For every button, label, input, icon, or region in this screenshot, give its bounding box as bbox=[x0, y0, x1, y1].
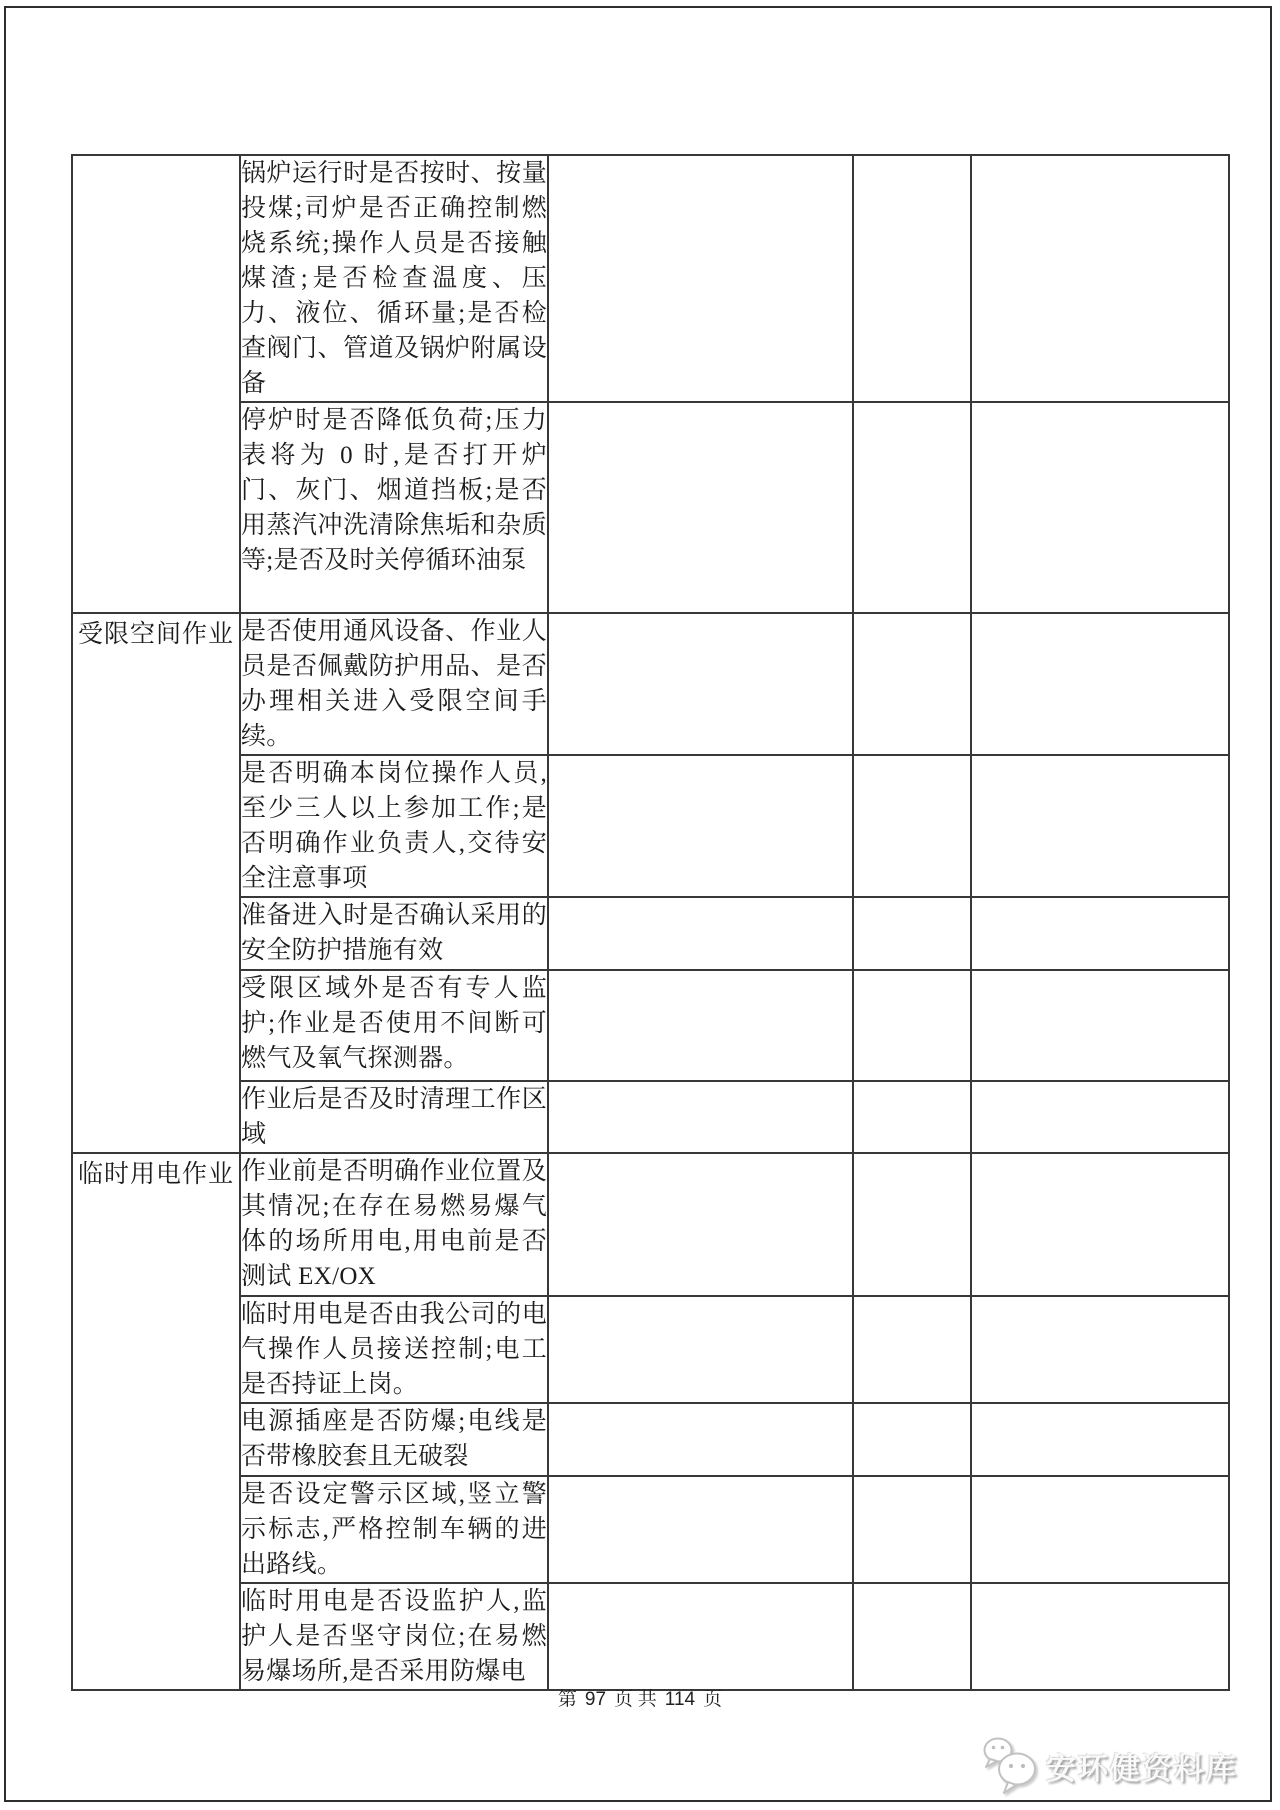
blank-cell bbox=[971, 1081, 1229, 1153]
table-row bbox=[72, 613, 1229, 755]
blank-cell bbox=[853, 897, 971, 970]
blank-cell bbox=[971, 1476, 1229, 1583]
table-row bbox=[72, 897, 1229, 970]
blank-cell bbox=[853, 155, 971, 402]
blank-cell bbox=[971, 1583, 1229, 1690]
item-cell: 电源插座是否防爆;电线是否带橡胶套且无破裂 bbox=[240, 1403, 548, 1476]
blank-cell bbox=[548, 755, 853, 897]
blank-cell bbox=[548, 402, 853, 613]
table-row bbox=[72, 1081, 1229, 1153]
blank-cell bbox=[548, 897, 853, 970]
item-cell: 准备进入时是否确认采用的安全防护措施有效 bbox=[240, 897, 548, 970]
table-row bbox=[72, 1296, 1229, 1403]
footer-label: 第 bbox=[557, 1689, 577, 1710]
blank-cell bbox=[853, 970, 971, 1081]
blank-cell bbox=[853, 613, 971, 755]
item-cell: 是否使用通风设备、作业人员是否佩戴防护用品、是否办理相关进入受限空间手续。 bbox=[240, 613, 548, 755]
footer-label: 页 共 bbox=[614, 1689, 657, 1710]
table-row bbox=[72, 1583, 1229, 1690]
item-cell: 临时用电是否由我公司的电气操作人员接送控制;电工是否持证上岗。 bbox=[240, 1296, 548, 1403]
speech-bubbles-icon bbox=[982, 1736, 1040, 1796]
checklist-table bbox=[71, 154, 1230, 1691]
blank-cell bbox=[853, 1403, 971, 1476]
blank-cell bbox=[548, 155, 853, 402]
item-cell: 受限区域外是否有专人监护;作业是否使用不间断可燃气及氧气探测器。 bbox=[240, 970, 548, 1081]
blank-cell bbox=[971, 155, 1229, 402]
blank-cell bbox=[853, 755, 971, 897]
blank-cell bbox=[548, 1476, 853, 1583]
table-row bbox=[72, 1403, 1229, 1476]
page-footer bbox=[0, 1684, 1280, 1711]
blank-cell bbox=[853, 402, 971, 613]
total-pages: 114 bbox=[664, 1689, 696, 1710]
table-row bbox=[72, 970, 1229, 1081]
blank-cell bbox=[971, 897, 1229, 970]
item-cell: 停炉时是否降低负荷;压力表将为 0 时,是否打开炉门、灰门、烟道挡板;是否用蒸汽冲洗清除焦垢和杂质等;是否及时关停循环油泵 bbox=[240, 402, 548, 613]
blank-cell bbox=[548, 970, 853, 1081]
item-cell: 临时用电是否设监护人,监护人是否坚守岗位;在易燃易爆场所,是否采用防爆电 bbox=[240, 1583, 548, 1690]
blank-cell bbox=[853, 1296, 971, 1403]
footer-label: 页 bbox=[703, 1689, 723, 1710]
table-row bbox=[72, 1153, 1229, 1296]
blank-cell bbox=[853, 1476, 971, 1583]
item-cell: 是否设定警示区域,竖立警示标志,严格控制车辆的进出路线。 bbox=[240, 1476, 548, 1583]
table-row bbox=[72, 155, 1229, 402]
item-cell: 作业前是否明确作业位置及其情况;在存在易燃易爆气体的场所用电,用电前是否测试 EX/OX bbox=[240, 1153, 548, 1296]
category-cell: 受限空间作业 bbox=[72, 613, 240, 1153]
item-cell: 锅炉运行时是否按时、按量投煤;司炉是否正确控制燃烧系统;操作人员是否接触煤渣;是否检查温度、压力、液位、循环量;是否检查阀门、管道及锅炉附属设备 bbox=[240, 155, 548, 402]
item-cell: 作业后是否及时清理工作区域 bbox=[240, 1081, 548, 1153]
item-cell: 是否明确本岗位操作人员,至少三人以上参加工作;是否明确作业负责人,交待安全注意事项 bbox=[240, 755, 548, 897]
brand-name: 安环健资料库 bbox=[1046, 1753, 1238, 1786]
blank-cell bbox=[853, 1153, 971, 1296]
blank-cell bbox=[971, 1296, 1229, 1403]
blank-cell bbox=[971, 1403, 1229, 1476]
table-row bbox=[72, 1476, 1229, 1583]
blank-cell bbox=[548, 1081, 853, 1153]
table-row bbox=[72, 402, 1229, 613]
category-cell bbox=[72, 155, 240, 613]
category-cell: 临时用电作业 bbox=[72, 1153, 240, 1690]
blank-cell bbox=[548, 1403, 853, 1476]
blank-cell bbox=[853, 1081, 971, 1153]
blank-cell bbox=[971, 1153, 1229, 1296]
blank-cell bbox=[971, 970, 1229, 1081]
blank-cell bbox=[548, 1296, 853, 1403]
blank-cell bbox=[853, 1583, 971, 1690]
blank-cell bbox=[971, 402, 1229, 613]
brand-watermark bbox=[982, 1736, 1238, 1796]
blank-cell bbox=[548, 1153, 853, 1296]
blank-cell bbox=[548, 1583, 853, 1690]
blank-cell bbox=[548, 613, 853, 755]
page-number: 97 bbox=[584, 1689, 607, 1710]
table-row bbox=[72, 755, 1229, 897]
blank-cell bbox=[971, 613, 1229, 755]
blank-cell bbox=[971, 755, 1229, 897]
